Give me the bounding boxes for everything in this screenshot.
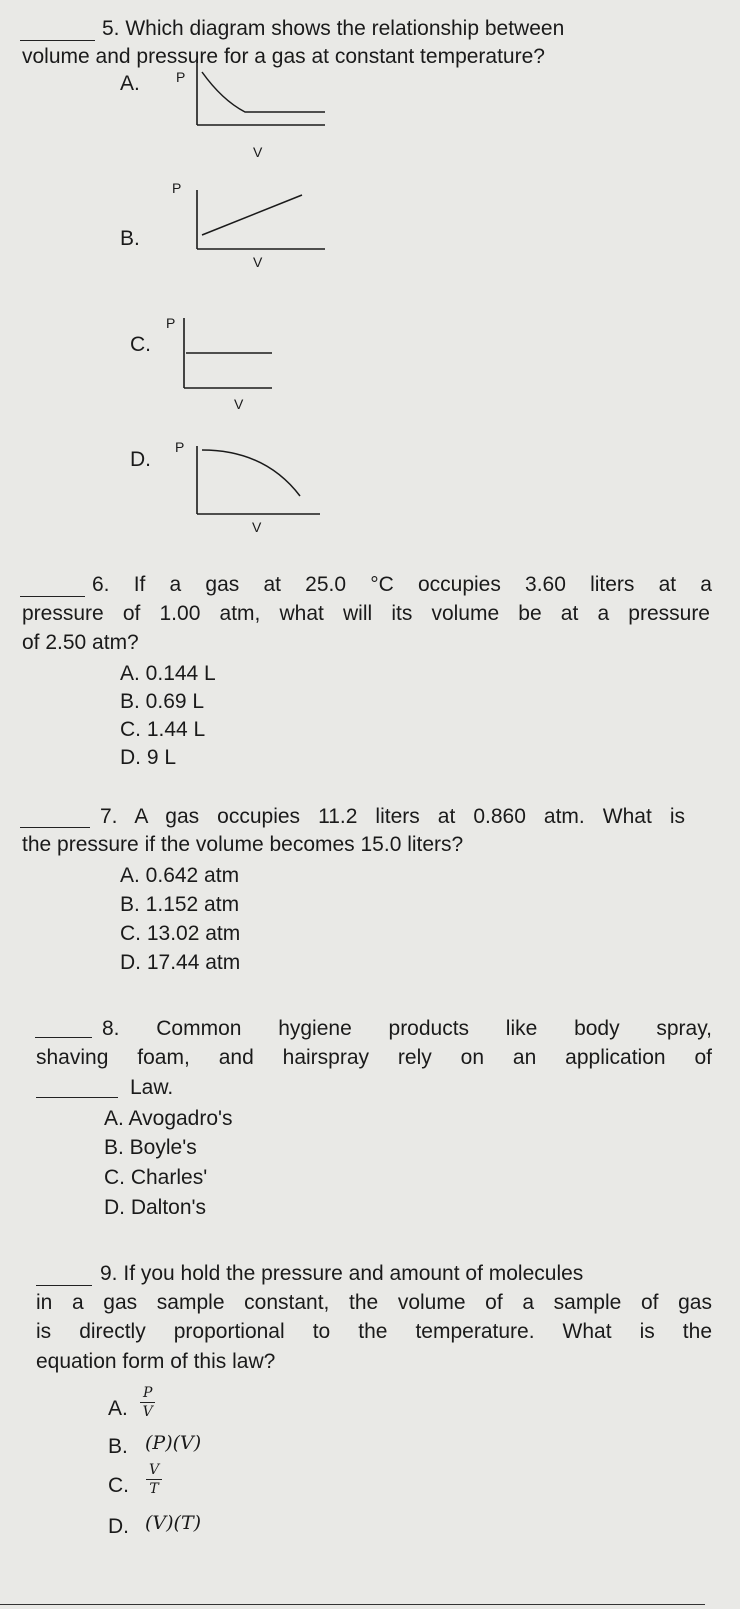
- fill-in-blank-q8[interactable]: [36, 1097, 118, 1098]
- q7-option-b[interactable]: B. 1.152 atm: [120, 893, 240, 916]
- q7-text-1: A gas occupies 11.2 liters at 0.860 atm. What is: [134, 805, 685, 828]
- q5-c-x-label: V: [234, 396, 244, 412]
- q7-line1: [100, 806, 685, 827]
- q5-option-a-graph[interactable]: [190, 60, 330, 130]
- q7-option-c[interactable]: C. 13.02 atm: [120, 922, 241, 945]
- q5-b-y-label: P: [172, 180, 182, 196]
- q5-option-b-graph[interactable]: [190, 185, 330, 255]
- q9-option-b-letter[interactable]: B.: [108, 1435, 128, 1458]
- answer-blank-q8[interactable]: [35, 1037, 92, 1038]
- q9-a-numerator: P: [140, 1386, 155, 1403]
- q6-line3: of 2.50 atm?: [22, 631, 139, 654]
- answer-blank-q7[interactable]: [20, 827, 90, 828]
- q9-number: 9.: [100, 1262, 118, 1285]
- q8-line3: Law.: [130, 1076, 174, 1099]
- q5-a-x-label: V: [253, 144, 263, 160]
- q9-line1: [100, 1263, 583, 1284]
- q9-text-1: If you hold the pressure and amount of molecules: [123, 1262, 584, 1285]
- q9-option-d-letter[interactable]: D.: [108, 1515, 129, 1538]
- q9-option-d-expr[interactable]: (V)(T): [145, 1512, 202, 1534]
- answer-blank-q9[interactable]: [36, 1285, 92, 1286]
- q5-a-y-label: P: [176, 69, 186, 85]
- q9-c-numerator: V: [146, 1463, 162, 1480]
- q5-number: 5.: [102, 17, 120, 40]
- q6-number: 6.: [92, 573, 110, 596]
- q6-line1: [92, 574, 712, 595]
- q7-option-a[interactable]: A. 0.642 atm: [120, 864, 240, 887]
- q5-line1: [102, 18, 564, 39]
- q9-option-a-fraction[interactable]: [140, 1386, 155, 1419]
- q5-b-x-label: V: [253, 254, 263, 270]
- q5-d-y-label: P: [175, 439, 185, 455]
- q7-number: 7.: [100, 805, 118, 828]
- q9-option-c-letter[interactable]: C.: [108, 1474, 129, 1497]
- q7-line2: the pressure if the volume becomes 15.0 liters?: [22, 833, 464, 856]
- q5-option-a-letter[interactable]: A.: [120, 72, 140, 95]
- q5-option-d-letter[interactable]: D.: [130, 448, 151, 471]
- q6-option-a[interactable]: A. 0.144 L: [120, 662, 216, 685]
- q8-number: 8.: [102, 1017, 120, 1040]
- q5-option-b-letter[interactable]: B.: [120, 227, 140, 250]
- q8-line2: shaving foam, and hairspray rely on an application of: [36, 1046, 712, 1069]
- q7-option-d[interactable]: D. 17.44 atm: [120, 951, 241, 974]
- q8-option-a[interactable]: A. Avogadro's: [104, 1107, 233, 1130]
- q5-text-1: Which diagram shows the relationship between: [125, 17, 565, 40]
- q9-option-a-letter[interactable]: A.: [108, 1397, 128, 1420]
- q5-option-c-graph[interactable]: [180, 318, 290, 393]
- answer-blank-q5[interactable]: [20, 40, 95, 41]
- q9-a-denominator: V: [142, 1404, 153, 1420]
- q6-option-c[interactable]: C. 1.44 L: [120, 718, 206, 741]
- q9-option-b-expr[interactable]: (P)(V): [145, 1432, 202, 1454]
- q8-option-d[interactable]: D. Dalton's: [104, 1196, 207, 1219]
- answer-blank-q6[interactable]: [20, 596, 85, 597]
- q9-line4: equation form of this law?: [36, 1350, 276, 1373]
- page-bottom-rule: [0, 1604, 705, 1605]
- q5-option-c-letter[interactable]: C.: [130, 333, 151, 356]
- q8-option-b[interactable]: B. Boyle's: [104, 1136, 197, 1159]
- q6-option-d[interactable]: D. 9 L: [120, 746, 177, 769]
- q9-line3: is directly proportional to the temperature. What is the: [36, 1320, 712, 1343]
- q9-option-c-fraction[interactable]: [146, 1463, 162, 1496]
- q5-option-d-graph[interactable]: [190, 440, 330, 520]
- q9-c-denominator: T: [149, 1481, 159, 1497]
- q5-c-y-label: P: [166, 315, 176, 331]
- q8-text-1: Common hygiene products like body spray,: [156, 1017, 712, 1040]
- q6-line2: pressure of 1.00 atm, what will its volume be at a pressure: [22, 602, 710, 625]
- q6-option-b[interactable]: B. 0.69 L: [120, 690, 205, 713]
- q8-option-c[interactable]: C. Charles': [104, 1166, 208, 1189]
- q8-line1: [102, 1018, 712, 1039]
- q6-text-1: If a gas at 25.0 °C occupies 3.60 liters at a: [133, 573, 712, 596]
- q5-line2: volume and pressure for a gas at constant temperature?: [22, 45, 545, 68]
- q9-line2: in a gas sample constant, the volume of a sample of gas: [36, 1291, 712, 1314]
- q5-d-x-label: V: [252, 519, 262, 535]
